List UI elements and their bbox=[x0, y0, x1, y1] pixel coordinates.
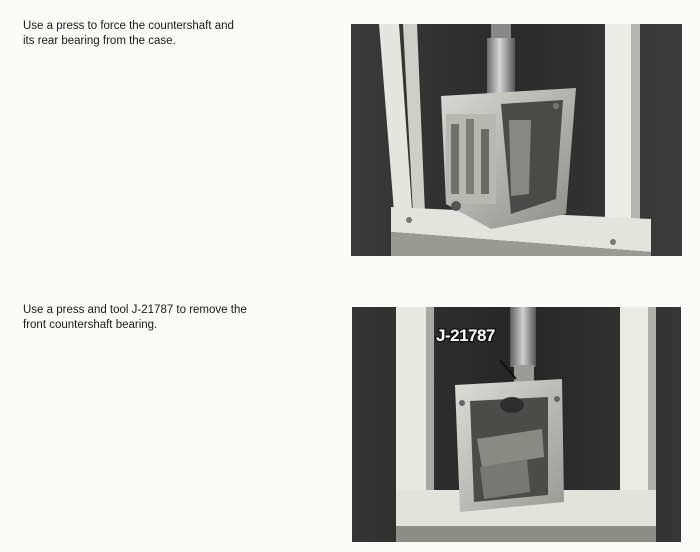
step-2 bbox=[0, 270, 700, 552]
step-1 bbox=[0, 0, 700, 270]
step-1-line-2: its rear bearing from the case. bbox=[23, 35, 176, 47]
press-countershaft-photo bbox=[351, 24, 682, 256]
press-front-bearing-photo bbox=[352, 307, 681, 542]
step-2-line-2: front countershaft bearing. bbox=[23, 319, 158, 331]
step-2-photo bbox=[352, 307, 681, 542]
step-1-photo bbox=[351, 24, 682, 256]
step-2-line-1: Use a press and tool J-21787 to remove the bbox=[23, 304, 247, 316]
tool-callout-label: J-21787 bbox=[436, 326, 495, 345]
step-1-line-1: Use a press to force the countershaft and bbox=[23, 20, 234, 32]
step-2-instructions bbox=[23, 303, 293, 333]
step-1-instructions bbox=[23, 19, 293, 49]
